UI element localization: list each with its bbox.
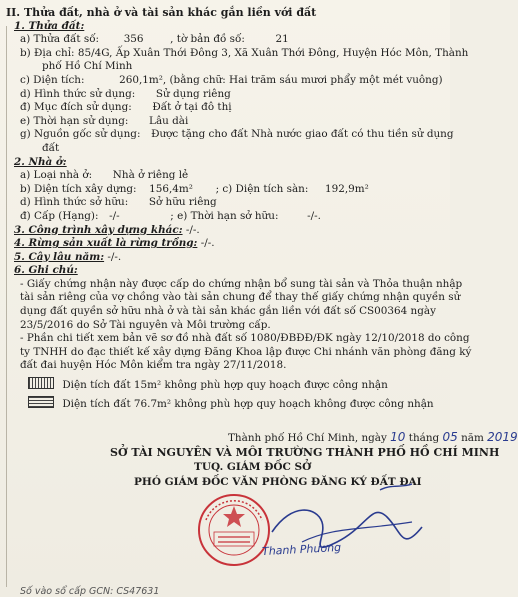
notes-body xyxy=(14,277,472,373)
note-line: 23/5/2016 do Sở Tài nguyên và Môi trường cấp. xyxy=(20,318,271,331)
use-form-value: Sử dụng riêng xyxy=(155,87,231,100)
ownership-term-value: -/-. xyxy=(307,209,321,222)
hatch-horizontal-icon xyxy=(28,396,54,408)
signer-position: PHÓ GIÁM ĐỐC VĂN PHÒNG ĐĂNG KÝ ĐẤT ĐAI xyxy=(134,476,422,488)
note-line: tài sản riêng của vợ chồng vào tài sản chung để thay thế giấy chứng nhận quyền sử xyxy=(20,291,461,304)
date-month: 05 xyxy=(442,430,458,444)
note-line: - Phần chi tiết xem bản vẽ sơ đồ nhà đất số 1080/ĐBĐĐ/ĐK ngày 12/10/2018 do công xyxy=(20,332,470,345)
page-border-line xyxy=(6,26,7,587)
ownership-form-label: d) Hình thức sở hữu: xyxy=(20,196,129,209)
note-line: - Giấy chứng nhận này được cấp do chứng nhận bổ sung tài sản và Thỏa thuận nhập xyxy=(20,277,463,290)
parcel-number: 356 xyxy=(123,33,144,46)
address-value: 85/4G, Ấp Xuân Thới Đông 3, Xã Xuân Thới Đông, Huyện Hóc Môn, Thành xyxy=(77,46,469,59)
land-purpose-row xyxy=(14,101,442,115)
purpose-label: đ) Mục đích sử dụng: xyxy=(20,101,132,114)
term-value: Lâu dài xyxy=(149,114,189,127)
house-grade-row xyxy=(14,210,442,224)
other-construction-row xyxy=(14,224,442,238)
legend-row-2 xyxy=(14,396,442,412)
legend-text-1: Diện tích đất 15m² không phù hợp quy hoạch được công nhận xyxy=(62,379,388,392)
land-address-row xyxy=(14,46,469,61)
house-type-label: a) Loại nhà ở: xyxy=(20,169,93,182)
section-title: II. Thửa đất, nhà ở và tài sản khác gắn liền với đất xyxy=(6,6,317,19)
land-title: 1. Thửa đất: xyxy=(14,19,85,32)
other-construction-title: 3. Công trình xây dựng khác: xyxy=(14,223,183,236)
month-label: tháng xyxy=(408,432,440,444)
hatch-vertical-icon xyxy=(28,377,54,389)
land-origin-row-2 xyxy=(14,142,442,156)
address-value-cont: phố Hồ Chí Minh xyxy=(42,60,133,73)
purpose-value: Đất ở tại đô thị xyxy=(152,101,232,114)
year-label: năm xyxy=(461,432,484,444)
perennial-value: -/-. xyxy=(107,250,122,263)
proxy-line: TUQ. GIÁM ĐỐC SỞ xyxy=(194,461,312,473)
issue-date xyxy=(228,430,518,444)
map-sheet-label: , tờ bản đồ số: xyxy=(170,33,245,46)
land-origin-row xyxy=(14,128,454,142)
house-ownership-row xyxy=(14,196,442,210)
note-line: ty TNHH do đạc thiết kế xây dựng Đăng Khoa lập được Chi nhánh văn phòng đăng ký xyxy=(20,345,472,358)
land-heading xyxy=(14,20,442,34)
built-area-label: b) Diện tích xây dựng: xyxy=(20,182,137,195)
date-day: 10 xyxy=(390,430,406,444)
other-construction-value: -/-. xyxy=(185,223,200,236)
land-parcel-row xyxy=(14,33,442,47)
parcel-label: a) Thửa đất số: xyxy=(20,33,100,46)
forest-row xyxy=(14,237,442,251)
origin-value-cont: đất xyxy=(42,141,60,154)
perennial-title: 5. Cây lâu năm: xyxy=(14,250,105,263)
origin-value: Được tặng cho đất Nhà nước giao đất có thu tiền sử dụng xyxy=(151,128,454,141)
official-stamp-icon xyxy=(196,492,272,568)
address-label: b) Địa chỉ: xyxy=(20,46,75,59)
house-title: 2. Nhà ở: xyxy=(14,155,67,168)
term-label: e) Thời hạn sử dụng: xyxy=(20,114,129,127)
date-year: 2019 xyxy=(487,430,518,444)
area-label: c) Diện tích: xyxy=(20,73,85,86)
ownership-term-label: ; e) Thời hạn sở hữu: xyxy=(170,209,279,222)
use-form-label: d) Hình thức sử dụng: xyxy=(20,87,136,100)
house-type-value: Nhà ở riêng lẻ xyxy=(112,169,189,182)
document-body xyxy=(6,6,472,411)
built-area-value: 156,4m² xyxy=(149,182,193,195)
note-line: đất đai huyện Hóc Môn kiểm tra ngày 27/11/2018. xyxy=(20,359,287,372)
ownership-form-value: Sở hữu riêng xyxy=(148,196,217,209)
notes-title: 6. Ghi chú: xyxy=(14,264,78,277)
land-address-row-2 xyxy=(14,60,442,74)
issuing-organization: SỞ TÀI NGUYÊN VÀ MÔI TRƯỜNG THÀNH PHỐ HỒ CHÍ MINH xyxy=(110,446,500,459)
forest-value: -/-. xyxy=(200,237,215,250)
land-term-row xyxy=(14,115,442,129)
legend-text-2: Diện tích đất 76.7m² không phù hợp quy hoạch không được công nhận xyxy=(62,397,434,410)
signer-name: Thanh Phương xyxy=(261,540,342,559)
house-type-row xyxy=(14,169,442,183)
house-heading xyxy=(14,156,442,170)
grade-label: đ) Cấp (Hạng): xyxy=(20,209,99,222)
floor-area-label: ; c) Diện tích sàn: xyxy=(215,182,309,195)
handwritten-signature-icon xyxy=(262,482,432,582)
floor-area-value: 192,9m² xyxy=(325,182,369,195)
note-line: dụng đất quyền sở hữu nhà ở và tài sản khác gắn liền với đất số CS00364 ngày xyxy=(20,305,436,318)
perennial-row xyxy=(14,251,442,265)
land-area-row xyxy=(14,74,442,88)
notes-heading xyxy=(14,264,442,278)
map-sheet-number: 21 xyxy=(275,33,289,46)
area-value: 260,1m², (bằng chữ: Hai trăm sáu mươi phẩy một mét vuông) xyxy=(119,73,443,86)
legend-row-1 xyxy=(14,377,442,393)
origin-label: g) Nguồn gốc sử dụng: xyxy=(20,128,141,141)
house-area-row xyxy=(14,183,442,197)
land-use-form-row xyxy=(14,88,442,102)
grade-value: -/- xyxy=(109,209,120,222)
footer-register-number: Số vào sổ cấp GCN: CS47631 xyxy=(20,586,160,597)
forest-title: 4. Rừng sản xuất là rừng trồng: xyxy=(14,237,198,250)
date-prefix: Thành phố Hồ Chí Minh, ngày xyxy=(228,432,387,444)
